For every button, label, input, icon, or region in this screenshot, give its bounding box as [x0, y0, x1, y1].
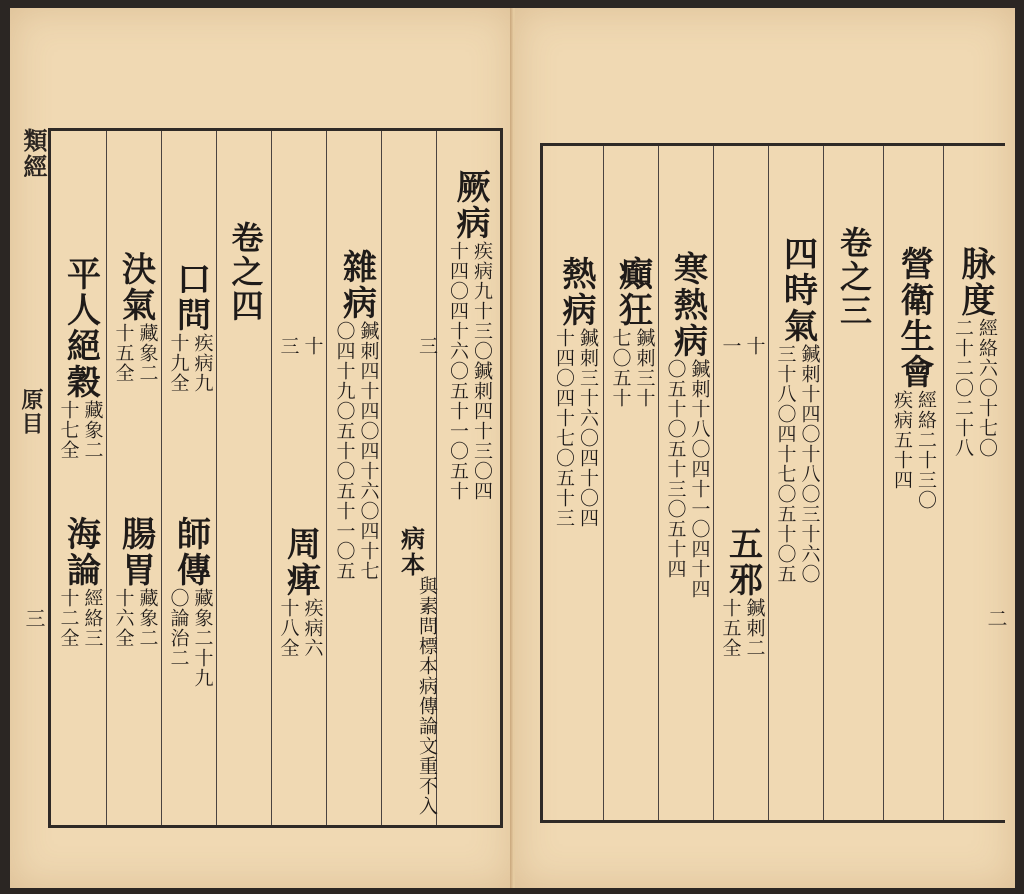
entry-note: 十八全: [277, 598, 300, 658]
text-frame: [540, 143, 1005, 823]
entry-note-shi-san: [273, 131, 328, 825]
entry-wu-xie: [715, 146, 770, 820]
entry-heading: 海論: [60, 516, 101, 588]
entry-heading: 脉度: [955, 246, 995, 318]
entry-han-re-bing: [660, 146, 715, 820]
margin-title: 類經: [19, 128, 48, 180]
entry-heading: 五邪: [722, 526, 763, 598]
entry-heading: 厥病: [450, 169, 490, 241]
entry-chang-wei: [108, 131, 163, 825]
entry-heading: 熱病: [556, 256, 596, 328]
entry-heading: 營衛生會: [894, 246, 934, 390]
entry-note: 〇論治二: [167, 588, 190, 668]
entry-note: 七〇五十: [609, 328, 632, 408]
entry-shi-zhuan: [163, 131, 218, 825]
entry-note: 十二全: [57, 588, 80, 648]
entry-mai-du: [945, 146, 1005, 820]
entry-note: 十七全: [57, 400, 80, 460]
entry-note: 〇四十九〇五十〇五十一〇五: [333, 321, 356, 581]
entry-jue-bing: [439, 131, 501, 825]
entry-heading: 癲狂: [612, 256, 653, 328]
entry-note: 十: [301, 336, 324, 356]
entry-note: 鍼刺二: [743, 598, 766, 658]
entry-note: 鍼刺三十六〇四十〇四: [577, 328, 599, 528]
entry-note: 十: [743, 336, 766, 356]
entry-note: 經絡六〇十七〇: [976, 318, 998, 458]
entry-note: 十六全: [112, 588, 135, 648]
entry-note: 十四〇四十七〇五十三: [553, 328, 575, 528]
entry-re-bing: [547, 146, 605, 820]
text-frame: [48, 128, 503, 828]
entry-note: 三: [277, 336, 300, 356]
entry-heading: 口問: [170, 261, 211, 333]
volume-heading: 卷之四: [226, 221, 265, 323]
column-rule: [883, 146, 884, 820]
volume-three-heading: [825, 146, 883, 820]
entry-note: 藏象二十九: [191, 588, 214, 688]
entry-bing-ben: [386, 131, 436, 825]
volume-four-heading: [218, 131, 273, 825]
entry-heading: 決氣: [115, 251, 156, 323]
entry-note: 鍼刺十四〇十八〇三十六〇: [798, 344, 821, 584]
entry-heading: 四時氣: [777, 236, 818, 344]
entry-note: 二十二〇二十八: [952, 318, 974, 458]
entry-si-shi-qi: [770, 146, 825, 820]
entry-note: 與素問標本病傳論文重不入: [416, 576, 438, 816]
page-number: 二: [984, 608, 1008, 630]
entry-note: 鍼刺四十四〇四十六〇四十七: [357, 321, 380, 581]
entry-note: 疾病九十三〇鍼刺四十三〇四: [471, 241, 493, 501]
entry-heading: 腸胃: [115, 516, 156, 588]
entry-note: 疾病五十四: [891, 390, 913, 490]
entry-note: 〇五十〇五十三〇五十四: [664, 359, 687, 579]
entry-note: 疾病六: [301, 598, 324, 658]
entry-hai-lun: [53, 131, 108, 825]
entry-note: 三十八〇四十七〇五十〇五: [774, 344, 797, 584]
entry-note: 十五全: [719, 598, 742, 658]
entry-note: 十九全: [167, 333, 190, 393]
entry-note: 疾病九: [191, 333, 214, 393]
entry-ying-wei-sheng-hui: [885, 146, 943, 820]
entry-note: 鍼刺三十: [633, 328, 656, 408]
entry-note: 藏象二: [136, 588, 159, 648]
volume-heading: 卷之三: [835, 226, 873, 328]
left-page: [10, 8, 513, 888]
entry-note: 經絡三: [81, 588, 104, 648]
right-page: [515, 8, 1015, 888]
entry-heading: 周痺: [280, 526, 321, 598]
entry-dian-kuang: [605, 146, 660, 820]
entry-note: 經絡二十三〇: [915, 390, 937, 510]
entry-heading: 雜病: [336, 249, 377, 321]
entry-heading: 寒熱病: [667, 251, 708, 359]
entry-heading: 平人絕穀: [60, 256, 101, 400]
page-number: 三: [22, 608, 46, 630]
entry-note: 十五全: [112, 323, 135, 383]
entry-note: 藏象二: [81, 400, 104, 460]
entry-note: 藏象二: [136, 323, 159, 383]
entry-note: 三: [416, 336, 438, 356]
entry-za-bing: [329, 131, 384, 825]
entry-note: 鍼刺十八〇四十一〇四十四: [688, 359, 711, 599]
entry-heading: 師傳: [170, 516, 211, 588]
entry-note: 一: [719, 336, 742, 356]
entry-note: 十四〇四十六〇五十一〇五十: [447, 241, 469, 501]
entry-heading: 病本: [396, 526, 426, 578]
column-rule: [943, 146, 944, 820]
margin-subtitle: 原目: [18, 388, 44, 436]
